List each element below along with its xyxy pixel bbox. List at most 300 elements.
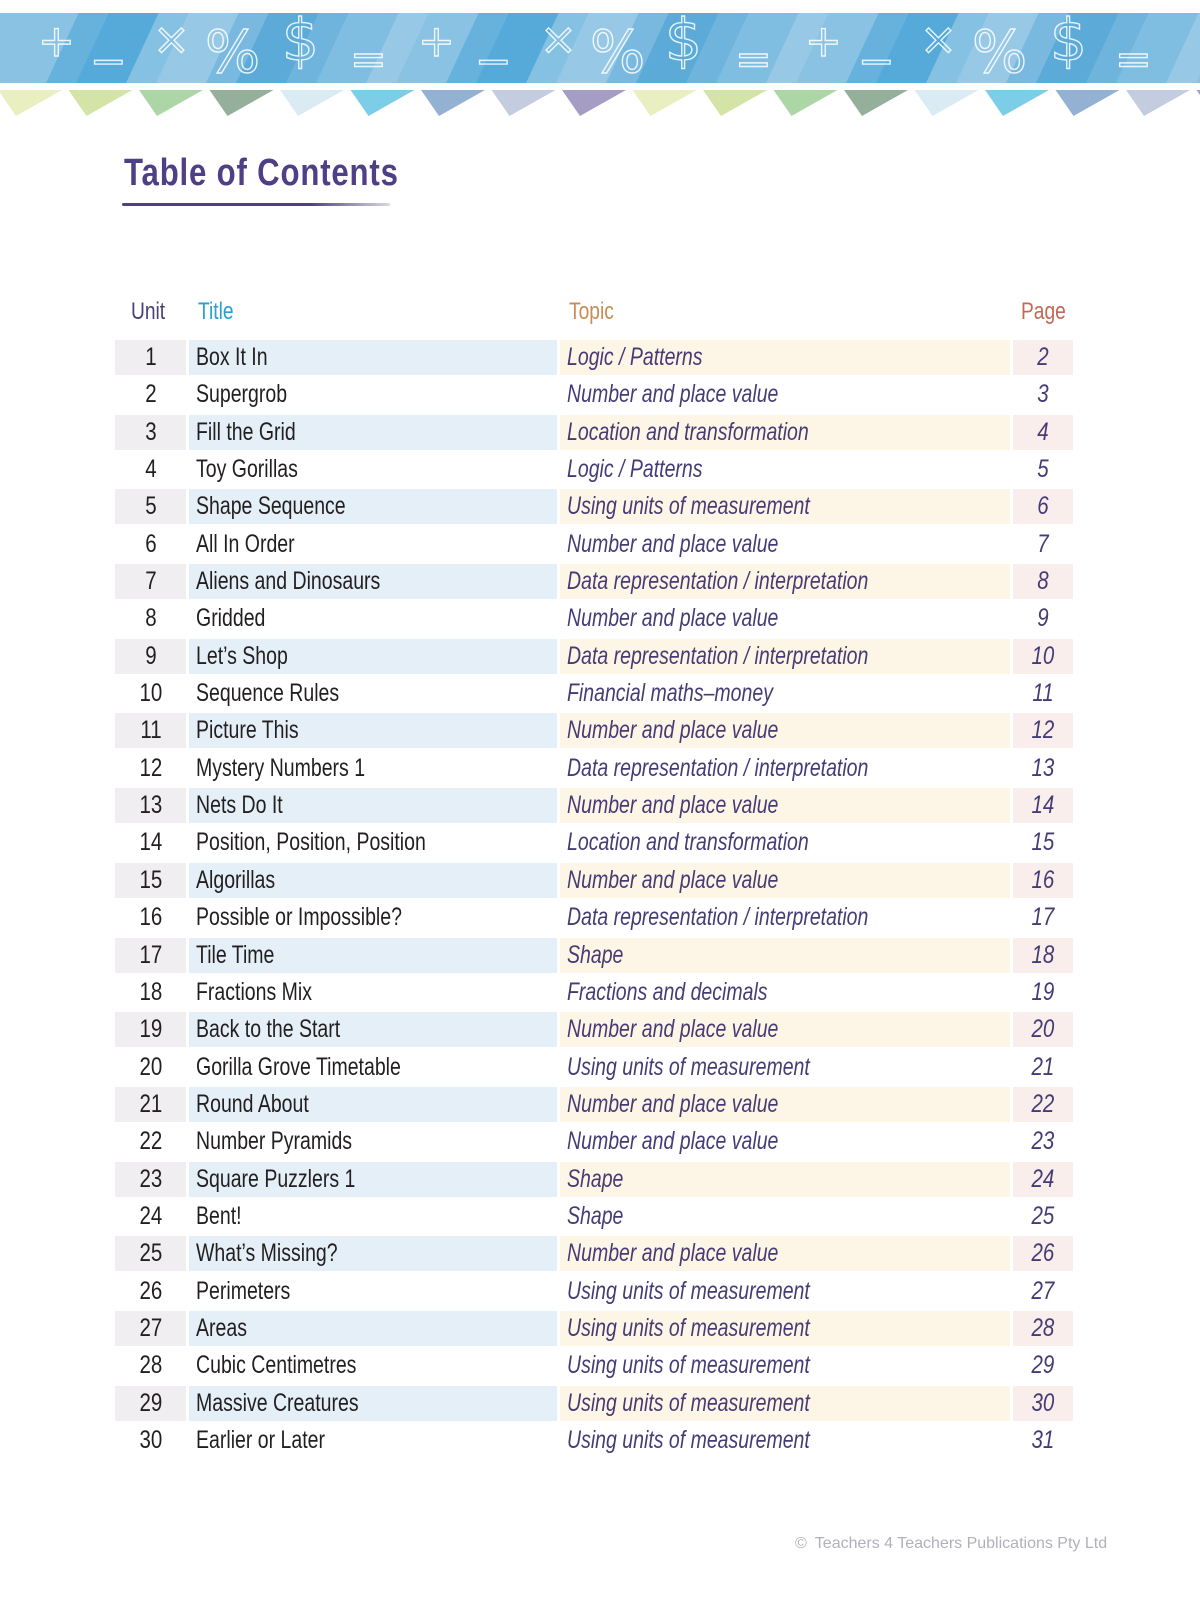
unit-cell-text: 19 [139, 1015, 162, 1044]
title-cell-text: Fill the Grid [196, 417, 296, 446]
topic-cell [560, 527, 1010, 562]
unit-cell-text: 16 [139, 903, 162, 932]
unit-cell [115, 527, 186, 562]
topic-cell [560, 863, 1010, 898]
page-cell [1013, 527, 1073, 562]
plus-icon: + [418, 16, 455, 67]
unit-cell [115, 975, 186, 1010]
unit-cell-text: 2 [144, 380, 157, 409]
unit-cell-text: 27 [139, 1313, 162, 1342]
topic-cell-text: Number and place value [567, 380, 779, 409]
topic-cell [560, 452, 1010, 487]
bunting-triangle [562, 90, 626, 116]
bunting-triangle [1197, 90, 1200, 116]
unit-cell-text: 22 [139, 1127, 162, 1156]
topic-cell-text: Using units of measurement [567, 1351, 810, 1380]
topic-cell [560, 1274, 1010, 1309]
unit-cell [115, 564, 186, 599]
title-cell [189, 1236, 557, 1271]
page-cell-text: 4 [1037, 417, 1049, 446]
table-row[interactable] [115, 900, 1075, 937]
unit-cell-text: 13 [139, 791, 162, 820]
bunting-triangle [492, 90, 556, 116]
page-cell-text: 5 [1037, 455, 1049, 484]
topic-cell [560, 1050, 1010, 1085]
page-cell [1013, 1199, 1073, 1234]
unit-cell [115, 1050, 186, 1085]
topic-cell [560, 1311, 1010, 1346]
title-cell-text: Bent! [196, 1201, 242, 1230]
topic-cell-text: Using units of measurement [567, 1388, 810, 1417]
page-cell-text: 19 [1031, 977, 1055, 1006]
bunting-triangle [985, 90, 1049, 116]
page-cell-text: 30 [1031, 1388, 1055, 1417]
table-row[interactable] [115, 1012, 1075, 1049]
title-cell [189, 713, 557, 748]
page-cell-text: 27 [1031, 1276, 1055, 1305]
copyright-text: Teachers 4 Teachers Publications Pty Ltd [814, 1535, 1108, 1552]
topic-cell-text: Number and place value [567, 791, 779, 820]
page-cell-text: 12 [1031, 716, 1055, 745]
times-icon: × [920, 14, 957, 65]
title-cell [189, 1012, 557, 1047]
unit-cell-text: 23 [139, 1164, 162, 1193]
topic-cell-text: Fractions and decimals [567, 977, 768, 1006]
topic-cell-text: Data representation / interpretation [567, 567, 869, 596]
table-row[interactable] [115, 751, 1075, 788]
page-cell [1013, 938, 1073, 973]
title-cell [189, 340, 557, 375]
unit-cell [115, 377, 186, 412]
times-icon: × [540, 14, 577, 65]
unit-cell-text: 30 [139, 1425, 162, 1454]
title-cell-text: Position, Position, Position [196, 828, 426, 857]
topic-cell [560, 1012, 1010, 1047]
page-cell [1013, 1050, 1073, 1085]
bunting-triangle [351, 90, 415, 116]
unit-cell-text: 6 [144, 529, 157, 558]
page-cell-text: 25 [1031, 1201, 1055, 1230]
page-cell-text: 26 [1031, 1239, 1055, 1268]
table-row[interactable] [115, 1124, 1075, 1161]
unit-cell [115, 1236, 186, 1271]
table-row[interactable] [115, 601, 1075, 638]
topic-cell-text: Number and place value [567, 865, 779, 894]
table-row[interactable] [115, 938, 1075, 975]
title-cell-text: Cubic Centimetres [196, 1351, 357, 1380]
page-cell [1013, 452, 1073, 487]
page-cell-text: 14 [1031, 791, 1055, 820]
bunting-triangle [69, 90, 133, 116]
unit-cell [115, 825, 186, 860]
topic-cell-text: Using units of measurement [567, 1052, 810, 1081]
copyright-footer [795, 1535, 1107, 1553]
dollar-icon: $ [282, 13, 319, 74]
unit-cell-text: 1 [144, 343, 157, 371]
header-unit: Unit [131, 298, 166, 325]
title-cell [189, 489, 557, 524]
unit-cell [115, 676, 186, 711]
unit-cell [115, 639, 186, 674]
page-cell [1013, 788, 1073, 823]
unit-cell [115, 900, 186, 935]
decorative-banner [0, 13, 1200, 83]
topic-cell [560, 564, 1010, 599]
title-cell-text: Square Puzzlers 1 [196, 1164, 356, 1193]
unit-cell [115, 713, 186, 748]
title-cell-text: Back to the Start [196, 1015, 341, 1044]
title-cell-text: Aliens and Dinosaurs [196, 567, 381, 596]
page-cell [1013, 1274, 1073, 1309]
title-cell-text: Fractions Mix [196, 977, 312, 1006]
table-row[interactable] [115, 863, 1075, 900]
table-row[interactable] [115, 825, 1075, 862]
title-cell [189, 1162, 557, 1197]
page-cell [1013, 377, 1073, 412]
topic-cell [560, 1423, 1010, 1458]
table-row[interactable] [115, 564, 1075, 601]
title-cell [189, 1311, 557, 1346]
title-cell-text: Tile Time [196, 940, 275, 969]
unit-cell-text: 18 [139, 977, 162, 1006]
topic-cell-text: Number and place value [567, 529, 779, 558]
title-cell-text: Algorillas [196, 865, 276, 894]
table-row[interactable] [115, 377, 1075, 414]
bunting-triangle [1126, 90, 1190, 116]
title-cell [189, 601, 557, 636]
minus-icon: − [858, 36, 895, 83]
topic-cell [560, 1087, 1010, 1122]
page-cell [1013, 1423, 1073, 1458]
unit-cell-text: 14 [139, 828, 162, 857]
title-cell [189, 564, 557, 599]
unit-cell [115, 1087, 186, 1122]
title-cell [189, 938, 557, 973]
unit-cell [115, 340, 186, 375]
bunting-triangle [0, 90, 62, 116]
bunting-triangle [633, 90, 697, 116]
table-row[interactable] [115, 1236, 1075, 1273]
equals-icon: = [1115, 34, 1152, 83]
topic-cell-text: Number and place value [567, 1127, 779, 1156]
page-cell-text: 7 [1037, 529, 1049, 558]
title-cell [189, 676, 557, 711]
topic-cell-text: Shape [567, 940, 624, 969]
page-cell [1013, 900, 1073, 935]
topic-cell [560, 1124, 1010, 1159]
unit-cell [115, 415, 186, 450]
title-cell-text: Areas [196, 1313, 247, 1342]
topic-cell [560, 1162, 1010, 1197]
page-cell-text: 10 [1031, 641, 1055, 670]
title-cell [189, 900, 557, 935]
unit-cell [115, 751, 186, 786]
page-cell [1013, 863, 1073, 898]
table-row[interactable] [115, 639, 1075, 676]
title-cell [189, 751, 557, 786]
unit-cell [115, 1274, 186, 1309]
unit-cell [115, 1162, 186, 1197]
title-cell [189, 639, 557, 674]
title-cell [189, 1199, 557, 1234]
topic-cell [560, 639, 1010, 674]
title-cell-text: Nets Do It [196, 791, 283, 820]
title-cell-text: Box It In [196, 343, 268, 371]
table-of-contents [115, 292, 1075, 1454]
topic-cell-text: Shape [567, 1164, 624, 1193]
title-cell-text: Shape Sequence [196, 492, 346, 521]
unit-cell [115, 1012, 186, 1047]
table-row[interactable] [115, 452, 1075, 489]
unit-cell [115, 938, 186, 973]
title-cell [189, 527, 557, 562]
title-cell [189, 1274, 557, 1309]
title-cell-text: Round About [196, 1089, 309, 1118]
triangle-bunting [0, 90, 1200, 118]
unit-cell-text: 9 [144, 641, 157, 670]
topic-cell [560, 340, 1010, 375]
unit-cell [115, 1199, 186, 1234]
page-cell [1013, 825, 1073, 860]
title-cell [189, 975, 557, 1010]
topic-cell [560, 825, 1010, 860]
topic-cell [560, 1386, 1010, 1421]
topic-cell [560, 1348, 1010, 1383]
unit-cell-text: 28 [139, 1351, 162, 1380]
title-cell-text: Let’s Shop [196, 641, 288, 670]
title-cell-text: Supergrob [196, 380, 288, 409]
table-header [115, 292, 1075, 332]
title-cell-text: Massive Creatures [196, 1388, 359, 1417]
bunting-triangle [139, 90, 203, 116]
page-cell [1013, 601, 1073, 636]
topic-cell [560, 1199, 1010, 1234]
topic-cell-text: Data representation / interpretation [567, 753, 869, 782]
page-cell [1013, 1124, 1073, 1159]
table-row[interactable] [115, 676, 1075, 713]
title-cell-text: Possible or Impossible? [196, 903, 402, 932]
page-cell-text: 2 [1037, 343, 1049, 371]
title-cell-text: Earlier or Later [196, 1425, 326, 1454]
unit-cell [115, 863, 186, 898]
title-cell [189, 1386, 557, 1421]
unit-cell-text: 4 [144, 455, 157, 484]
page-cell [1013, 1087, 1073, 1122]
title-cell-text: Sequence Rules [196, 679, 340, 708]
table-row[interactable] [115, 1199, 1075, 1236]
dollar-icon: $ [1050, 13, 1087, 74]
table-row[interactable] [115, 415, 1075, 452]
topic-cell-text: Number and place value [567, 1089, 779, 1118]
topic-cell [560, 1236, 1010, 1271]
title-cell [189, 1050, 557, 1085]
unit-cell [115, 452, 186, 487]
bunting-triangle [421, 90, 485, 116]
minus-icon: − [90, 36, 127, 83]
title-cell-text: What’s Missing? [196, 1239, 338, 1268]
page-cell [1013, 489, 1073, 524]
bunting-triangle [844, 90, 908, 116]
percent-icon: % [205, 18, 261, 83]
page-cell [1013, 676, 1073, 711]
title-underline [122, 203, 390, 206]
page-cell [1013, 975, 1073, 1010]
plus-icon: + [805, 16, 842, 67]
page-cell-text: 24 [1031, 1164, 1055, 1193]
bunting-triangle [774, 90, 838, 116]
table-row[interactable] [115, 1162, 1075, 1199]
title-cell [189, 788, 557, 823]
unit-cell-text: 26 [139, 1276, 162, 1305]
topic-cell [560, 489, 1010, 524]
unit-cell-text: 10 [139, 679, 162, 708]
percent-icon: % [972, 18, 1028, 83]
unit-cell [115, 601, 186, 636]
title-cell-text: Perimeters [196, 1276, 291, 1305]
minus-icon: − [475, 36, 512, 83]
table-row[interactable] [115, 1087, 1075, 1124]
page-cell-text: 31 [1031, 1425, 1055, 1454]
unit-cell-text: 8 [144, 604, 157, 633]
page-cell-text: 18 [1031, 940, 1055, 969]
page-cell [1013, 713, 1073, 748]
title-cell-text: Mystery Numbers 1 [196, 753, 366, 782]
topic-cell-text: Shape [567, 1201, 624, 1230]
title-cell [189, 1087, 557, 1122]
topic-cell-text: Using units of measurement [567, 1276, 810, 1305]
title-cell [189, 377, 557, 412]
copyright-icon: © [795, 1535, 807, 1552]
equals-icon: = [735, 34, 772, 83]
bunting-triangle [210, 90, 274, 116]
dollar-icon: $ [665, 13, 702, 74]
unit-cell-text: 12 [139, 753, 162, 782]
page-cell [1013, 415, 1073, 450]
title-cell [189, 1423, 557, 1458]
title-cell [189, 863, 557, 898]
topic-cell-text: Using units of measurement [567, 1425, 810, 1454]
table-row[interactable] [115, 1386, 1075, 1423]
plus-icon: + [38, 16, 75, 67]
table-row[interactable] [115, 1348, 1075, 1385]
bunting-triangle [703, 90, 767, 116]
page-cell [1013, 340, 1073, 375]
table-body [115, 340, 1075, 1460]
topic-cell-text: Data representation / interpretation [567, 903, 869, 932]
table-row[interactable] [115, 713, 1075, 750]
page-cell-text: 28 [1031, 1313, 1055, 1342]
bunting-triangle [915, 90, 979, 116]
page-cell [1013, 1236, 1073, 1271]
topic-cell [560, 788, 1010, 823]
table-row[interactable] [115, 1050, 1075, 1087]
topic-cell-text: Using units of measurement [567, 1313, 810, 1342]
unit-cell [115, 1423, 186, 1458]
page-cell [1013, 1012, 1073, 1047]
unit-cell-text: 5 [144, 492, 157, 521]
topic-cell-text: Using units of measurement [567, 492, 810, 521]
unit-cell-text: 21 [139, 1089, 162, 1118]
page-cell-text: 3 [1037, 380, 1049, 409]
page-cell [1013, 639, 1073, 674]
times-icon: × [153, 14, 190, 65]
unit-cell-text: 3 [144, 417, 157, 446]
topic-cell-text: Number and place value [567, 1015, 779, 1044]
topic-cell [560, 676, 1010, 711]
equals-icon: = [350, 34, 387, 83]
page-cell-text: 15 [1031, 828, 1055, 857]
page-cell-text: 6 [1037, 492, 1049, 521]
title-cell-text: Gorilla Grove Timetable [196, 1052, 401, 1081]
topic-cell [560, 713, 1010, 748]
page-cell [1013, 751, 1073, 786]
table-row[interactable] [115, 1274, 1075, 1311]
page-cell-text: 8 [1037, 567, 1049, 596]
page-cell-text: 20 [1031, 1015, 1055, 1044]
page-cell [1013, 564, 1073, 599]
title-cell [189, 1348, 557, 1383]
table-row[interactable] [115, 975, 1075, 1012]
bunting-triangle [280, 90, 344, 116]
unit-cell [115, 1124, 186, 1159]
unit-cell-text: 11 [139, 716, 162, 745]
topic-cell [560, 601, 1010, 636]
percent-icon: % [590, 18, 646, 83]
topic-cell-text: Number and place value [567, 716, 779, 745]
topic-cell-text: Location and transformation [567, 417, 809, 446]
unit-cell [115, 1348, 186, 1383]
topic-cell [560, 900, 1010, 935]
page-cell-text: 22 [1031, 1089, 1055, 1118]
unit-cell [115, 489, 186, 524]
bunting-triangle [1056, 90, 1120, 116]
unit-cell-text: 7 [144, 567, 157, 596]
page-cell [1013, 1311, 1073, 1346]
unit-cell-text: 20 [139, 1052, 162, 1081]
topic-cell [560, 377, 1010, 412]
title-cell-text: Picture This [196, 716, 299, 745]
unit-cell-text: 25 [139, 1239, 162, 1268]
page-cell-text: 17 [1031, 903, 1055, 932]
page-cell-text: 13 [1031, 753, 1055, 782]
page-cell [1013, 1162, 1073, 1197]
table-row[interactable] [115, 340, 1075, 377]
header-title: Title [198, 298, 234, 325]
topic-cell-text: Number and place value [567, 604, 779, 633]
table-row[interactable] [115, 489, 1075, 526]
title-cell [189, 452, 557, 487]
topic-cell-text: Data representation / interpretation [567, 641, 869, 670]
header-topic: Topic [569, 298, 614, 325]
title-cell-text: Toy Gorillas [196, 455, 298, 484]
topic-cell-text: Logic / Patterns [567, 455, 703, 484]
unit-cell [115, 1386, 186, 1421]
unit-cell [115, 1311, 186, 1346]
unit-cell-text: 24 [139, 1201, 162, 1230]
title-cell [189, 1124, 557, 1159]
page-cell-text: 21 [1031, 1052, 1055, 1081]
table-row[interactable] [115, 527, 1075, 564]
table-row[interactable] [115, 788, 1075, 825]
topic-cell [560, 415, 1010, 450]
unit-cell [115, 788, 186, 823]
topic-cell [560, 751, 1010, 786]
table-row[interactable] [115, 1423, 1075, 1460]
table-row[interactable] [115, 1311, 1075, 1348]
page-cell-text: 11 [1032, 679, 1054, 708]
page-title: Table of Contents [124, 152, 399, 194]
topic-cell-text: Number and place value [567, 1239, 779, 1268]
